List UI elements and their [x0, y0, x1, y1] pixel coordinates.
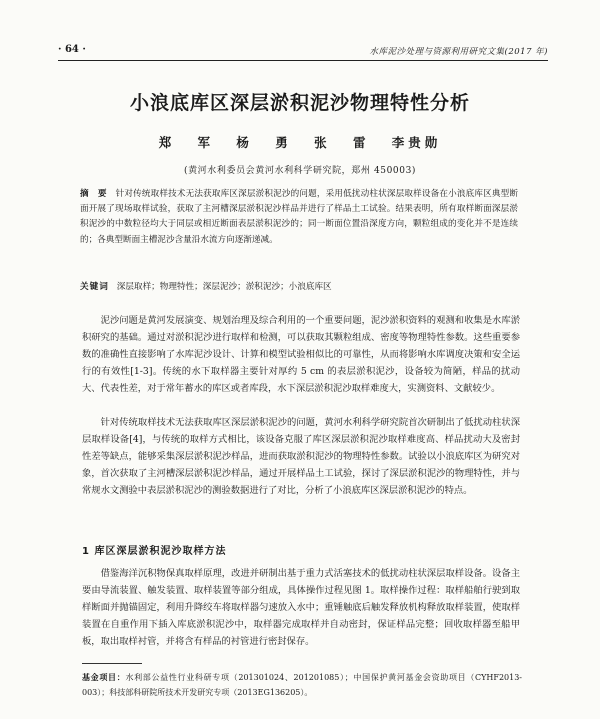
paper-title: 小浪底库区深层淤积泥沙物理特性分析 — [129, 92, 470, 114]
footnote-label: 基金项目： — [82, 673, 126, 682]
keywords — [80, 280, 518, 295]
footnote-text: 水利部公益性行业科研专项（201301024、201201085）；中国保护黄河基金会资助项目（CYHF2013-003）；科技部科研院所技术开发研究专项（2013EG136205）。 — [82, 673, 523, 697]
journal-title: 水库泥沙处理与资源利用研究文集(2017 年) — [369, 47, 548, 57]
author-list: 郑 军 杨 勇 张 雷 李贵勋 — [158, 135, 442, 150]
keywords-label: 关键词 — [80, 282, 109, 292]
abstract-label: 摘 要 — [80, 189, 110, 199]
section-heading: 1 库区深层淤积泥沙取样方法 — [82, 546, 227, 557]
footnote-divider — [82, 663, 142, 664]
funding-footnote — [82, 670, 522, 700]
body-paragraph: 针对传统取样技术无法获取库区深层淤积泥沙的问题，黄河水利科学研究院首次研制出了低扰动柱状深层取样设备[4]，与传统的取样方式相比，该设备克服了库区深层淤积泥沙取样难度高、样品扰动大及密封性差等缺点，能够采集深层淤积泥沙样品，进而获取淤积泥沙的物理特性参数。试验以小浪底库区为研究对象，首次获取了主河槽深层淤积泥沙样品，通过开展样品土工试验，探讨了深层淤积泥沙的物理特性，并与常规水文测验中表层淤积泥沙的测验数据进行了对比，分析了小浪底库区深层淤积泥沙的特点。 — [82, 417, 520, 496]
running-header — [58, 44, 548, 61]
affiliation: (黄河水利委员会黄河水利科学研究院，郑州 450003) — [183, 166, 417, 176]
section-paragraph: 借鉴海洋沉积物保真取样原理，改进并研制出基于重力式活塞技术的低扰动柱状深层取样设备。设备主要由导流装置、触发装置、取样装置等部分组成，具体操作过程见图 1。取样操作过程：取样船舶行驶到取样断面并抛锚固定，利用升降绞车将取样器匀速放入水中；重锤触底后触发释放机构释放取样装置，使取样装置在自重作用下插入库底淤积泥沙中，取样器完成取样并自动密封，保证样品完整；回收取样器至船甲板，取出取样衬管，并将含有样品的衬管进行密封保存。 — [82, 568, 520, 647]
keywords-text: 深层取样；物理特性；深层泥沙；淤积泥沙；小浪底库区 — [116, 282, 332, 292]
abstract — [80, 187, 518, 248]
page-number: · 64 · — [58, 44, 86, 55]
body-paragraph: 泥沙问题是黄河发展演变、规划治理及综合利用的一个重要问题，泥沙淤积资料的观测和收集是水库淤积研究的基础。通过对淤积泥沙进行取样和检测，可以获取其颗粒组成、密度等物理特性参数。这些重要参数的准确性直接影响了水库泥沙设计、计算和模型试验相似比的可靠性，从而将影响水库调度决策和安全运行的有效性[1-3]。传统的水下取样器主要针对厚约 5 cm 的表层淤积泥沙，设备较为简陋，样品的扰动大、代表性差，对于常年蓄水的库区或者库段，水下深层淤积泥沙取样难度大，实测资料、文献较少。 — [82, 315, 520, 394]
abstract-text: 针对传统取样技术无法获取库区深层淤积泥沙的问题，采用低扰动柱状深层取样设备在小浪底库区典型断面开展了现场取样试验，获取了主河槽深层淤积泥沙样品并进行了样品土工试验。结果表明，所有取样断面深层淤积泥沙的中数粒径均大于同层或相近断面表层淤积泥沙的；同一断面位置沿深度方向，颗粒组成的变化并不是连续的；各典型断面主槽泥沙含量沿水流方向逐渐递减。 — [80, 189, 518, 245]
